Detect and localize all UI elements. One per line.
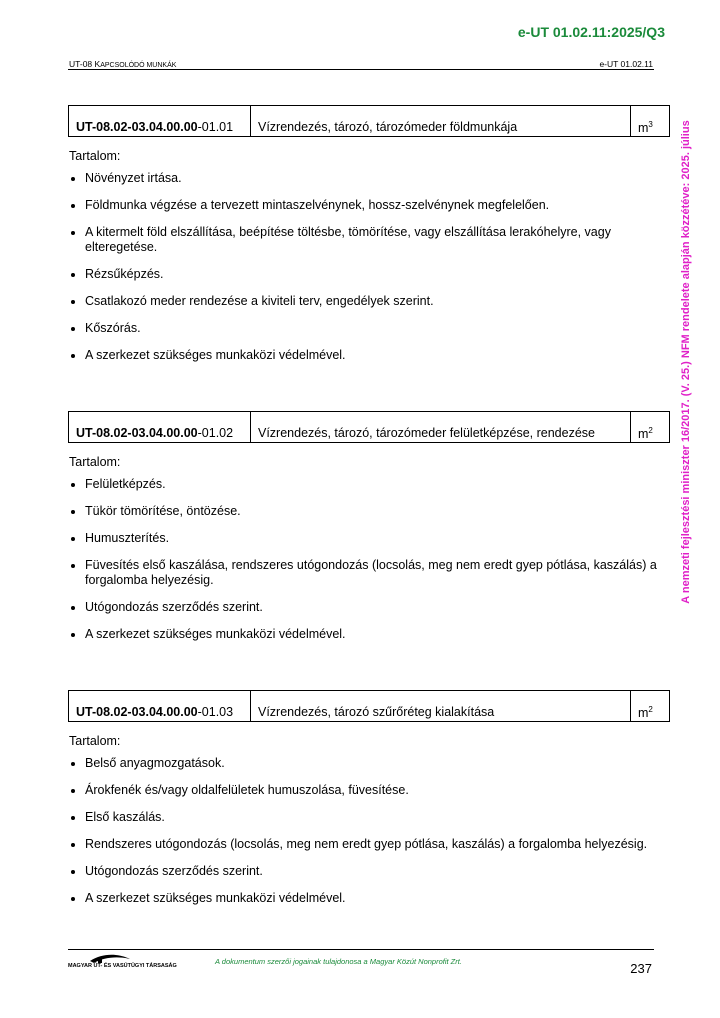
item-unit: $m^2$: [638, 705, 653, 721]
list-item: Tükör tömörítése, öntözése.: [68, 504, 670, 519]
document-reference: e-UT 01.02.11: [599, 59, 653, 69]
list-item: A kitermelt föld elszállítása, beépítése töltésbe, tömörítése, vagy elszállítása lerakóhelyre, vagy elteregetése.: [68, 225, 670, 255]
list-item: Növényzet irtása.: [68, 171, 670, 186]
list-item: Földmunka végzése a tervezett mintaszelvénynek, hossz-szelvénynek megfelelően.: [68, 198, 670, 213]
work-item-section: [68, 411, 670, 654]
list-item: A szerkezet szükséges munkaközi védelmével.: [68, 891, 670, 906]
list-item: Árokfenék és/vagy oldalfelületek humuszolása, füvesítése.: [68, 783, 670, 798]
company-name: MAGYAR ÚT- ÉS VASÚTÜGYI TÁRSASÁG: [68, 963, 177, 969]
document-code: e-UT 01.02.11:2025/Q3: [517, 24, 665, 40]
work-item-section: [68, 690, 670, 918]
footer-divider: [68, 949, 654, 950]
item-title: Vízrendezés, tározó szűrőréteg kialakítása: [251, 691, 631, 721]
list-item: Felületképzés.: [68, 477, 670, 492]
list-item: A szerkezet szükséges munkaközi védelmével.: [68, 348, 670, 363]
list-item: Csatlakozó meder rendezése a kiviteli terv, engedélyek szerint.: [68, 294, 670, 309]
publication-note: A nemzeti fejlesztési miniszter 16/2017. (V. 25.) NFM rendelete alapján közzétéve: 2025. július: [680, 120, 692, 604]
content-label: Tartalom:: [69, 455, 121, 469]
work-item-header-table: [68, 690, 670, 722]
content-list: [68, 477, 670, 642]
list-item: Kőszórás.: [68, 321, 670, 336]
chapter-prefix: UT-08 K: [69, 59, 101, 69]
content-list: [68, 756, 670, 906]
content-label: Tartalom:: [69, 149, 121, 163]
chapter-header: [69, 59, 176, 69]
list-item: Rézsűképzés.: [68, 267, 670, 282]
item-code: UT-08.02-03.04.00.00-01.03: [69, 691, 251, 721]
list-item: Utógondozás szerződés szerint.: [68, 600, 670, 615]
header-divider: [68, 69, 654, 70]
list-item: A szerkezet szükséges munkaközi védelmével.: [68, 627, 670, 642]
list-item: Rendszeres utógondozás (locsolás, meg nem eredt gyep pótlása, kaszálás) a forgalomba helyezésig.: [68, 837, 670, 852]
work-item-header-table: [68, 105, 670, 137]
content-label: Tartalom:: [69, 734, 121, 748]
item-title: Vízrendezés, tározó, tározómeder felületképzése, rendezése: [251, 412, 631, 442]
copyright-notice: A dokumentum szerzői jogainak tulajdonosa a Magyar Közút Nonprofit Zrt.: [215, 957, 462, 966]
list-item: Belső anyagmozgatások.: [68, 756, 670, 771]
list-item: Füvesítés első kaszálása, rendszeres utógondozás (locsolás, meg nem eredt gyep pótlása, kaszálás) a forgalomba helyezésig.: [68, 558, 670, 588]
work-item-section: [68, 105, 670, 375]
item-unit: $m^3$: [638, 120, 653, 136]
item-unit: $m^2$: [638, 426, 653, 442]
list-item: Első kaszálás.: [68, 810, 670, 825]
page-number: 237: [630, 961, 652, 976]
chapter-title: APCSOLÓDÓ MUNKÁK: [100, 62, 177, 69]
work-item-header-table: [68, 411, 670, 443]
item-code: UT-08.02-03.04.00.00-01.02: [69, 412, 251, 442]
content-list: [68, 171, 670, 363]
item-code: UT-08.02-03.04.00.00-01.01: [69, 106, 251, 136]
item-title: Vízrendezés, tározó, tározómeder földmunkája: [251, 106, 631, 136]
list-item: Utógondozás szerződés szerint.: [68, 864, 670, 879]
list-item: Humuszterítés.: [68, 531, 670, 546]
